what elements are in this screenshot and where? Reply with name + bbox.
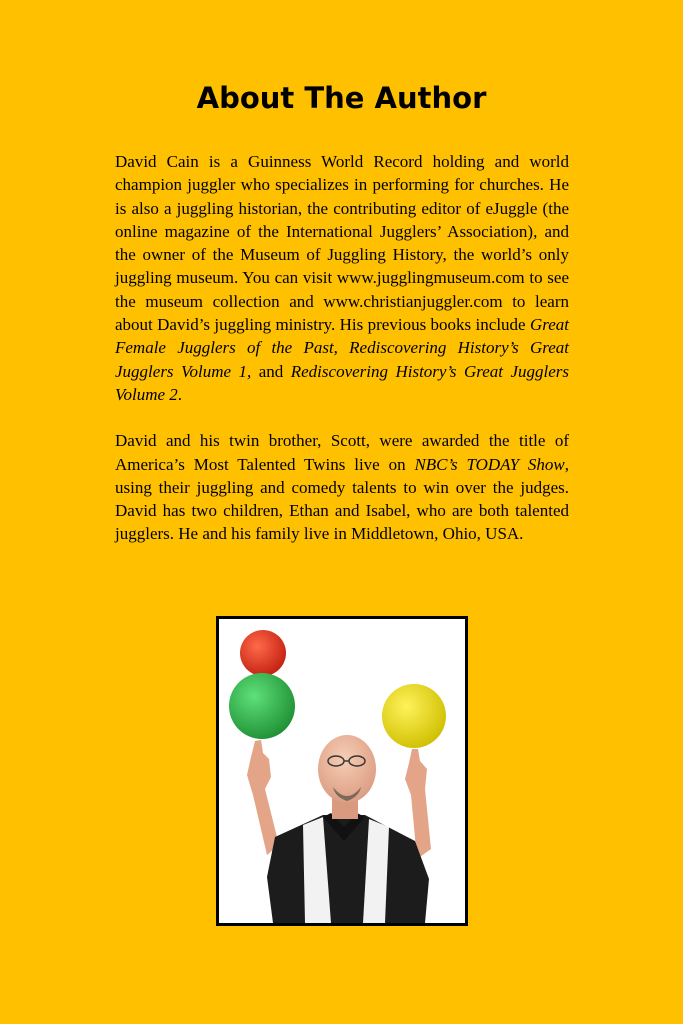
- author-photo: [216, 616, 468, 926]
- bio-paragraph-2: [115, 429, 569, 545]
- book-title-great-female-jugglers: Great Female Jugglers of the Past,: [115, 315, 569, 358]
- page-title: About The Author: [196, 81, 487, 115]
- green-ball: [229, 673, 295, 739]
- book-title-rediscovering-volume-2: Rediscovering History’s Great Jugglers Volume 2: [115, 361, 570, 404]
- yellow-ball: [382, 684, 446, 748]
- red-ball: [240, 630, 286, 676]
- head: [318, 735, 376, 803]
- tv-show-title: NBC’s TODAY Show: [414, 454, 565, 474]
- author-bio: [115, 150, 569, 546]
- bio-paragraph-1: [115, 150, 569, 406]
- conjunction-and: and: [258, 361, 284, 381]
- sentence-period: .: [177, 384, 183, 404]
- juggler-photo-illustration: [219, 619, 465, 923]
- bio-paragraph-1-text: David Cain is a Guinness World Record holding and world champion juggler who specializes in performing for churches. He is also a juggling historian, the contributing editor of eJuggle (the online magazine of the International Jugglers’ Association), and the owner of the Museum of Juggling History, the world’s only juggling museum. You can visit www.jugglingmuseum.com to see the museum collection and www.christianjuggler.com to learn about David’s juggling ministry. His previous books include: [115, 152, 569, 335]
- book-title-rediscovering-volume-1: Rediscovering History’s Great Jugglers Volume 1,: [115, 338, 569, 381]
- bio-paragraph-2-start: David and his twin brother, Scott, were awarded the title of America’s Most Talented Twins live on: [115, 431, 569, 474]
- bio-paragraph-2-end: , using their juggling and comedy talents to win over the judges. David has two children, Ethan and Isabel, who are both talented jugglers. He and his family live in Middletown, Ohio, USA.: [115, 454, 569, 544]
